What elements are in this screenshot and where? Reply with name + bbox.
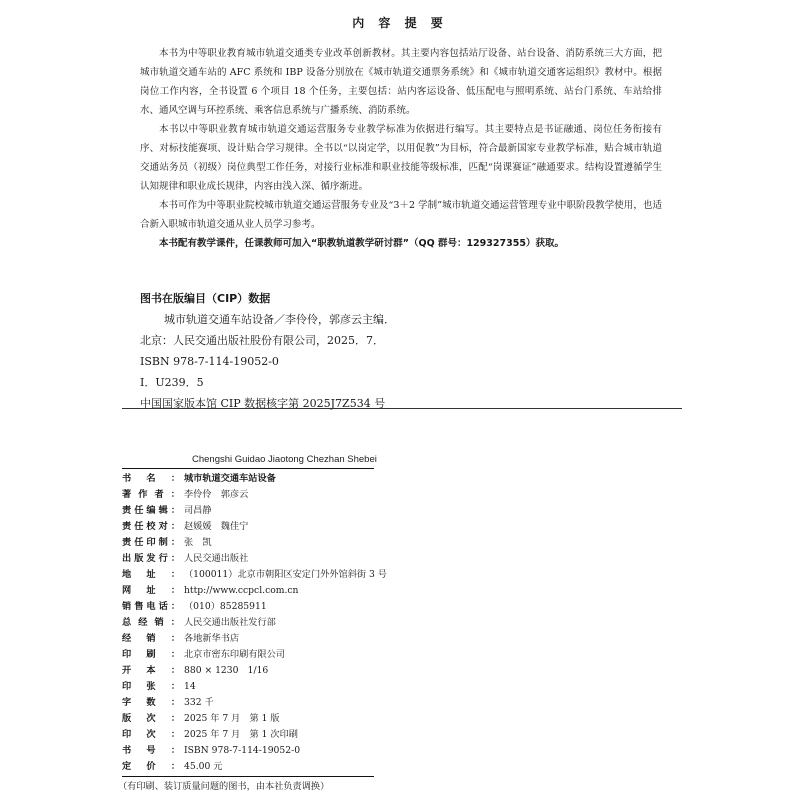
- colophon-row: [122, 631, 482, 647]
- cip-section: [140, 288, 620, 414]
- summary-title: 内 容 提 要: [352, 16, 448, 30]
- colophon-row: [122, 711, 482, 727]
- colophon-value: ISBN 978-7-114-19052-0: [184, 745, 301, 756]
- cip-line: Ⅰ．U239．5: [140, 376, 204, 389]
- colophon-value: 李伶伶 郭彦云: [184, 489, 249, 500]
- colophon-label: 著 作 者 ：: [122, 489, 180, 500]
- colophon-value: 880 × 1230 1/16: [184, 665, 269, 676]
- colophon-label: 字 数 ：: [122, 697, 180, 708]
- colophon-label: 网 址 ：: [122, 585, 180, 596]
- colophon-label: 版 次 ：: [122, 713, 180, 724]
- colophon-value: 14: [184, 681, 196, 692]
- colophon-value: http://www.ccpcl.com.cn: [184, 585, 299, 596]
- colophon-value: 2025 年 7 月 第 1 版: [184, 713, 280, 724]
- cip-title: 图书在版编目（CIP）数据: [140, 292, 271, 305]
- colophon-label: 总 经 销 ：: [122, 617, 180, 628]
- quality-note: （有印刷、装订质量问题的图书，由本社负责调换）: [118, 781, 330, 792]
- colophon-row: [122, 535, 482, 551]
- colophon-row: [122, 471, 482, 487]
- summary-paragraph: 本书以中等职业教育城市轨道交通运营服务专业教学标准为依据进行编写。其主要特点是书证融通、岗位任务衔接有序、对标技能赛项、设计贴合学习规律。全书以“以岗定学，以用促教”为目标，符合最新国家专业教学标准，贴合城市轨道交通站务员（初级）岗位典型工作任务，对接行业标准和职业技能等级标准，匹配“岗课赛证”融通要求。结构设置遵循学生认知规律和职业成长规律，内容由浅入深、循序渐进。: [140, 124, 662, 192]
- colophon-row: [122, 487, 482, 503]
- colophon-row: [122, 695, 482, 711]
- colophon-label: 销 售 电 话 ：: [122, 601, 180, 612]
- colophon-row: [122, 503, 482, 519]
- colophon-row: [122, 567, 482, 583]
- divider: [122, 408, 682, 409]
- colophon-label: 地 址 ：: [122, 569, 180, 580]
- colophon-row: [122, 583, 482, 599]
- colophon-row: [122, 727, 482, 743]
- colophon-value: 张 凯: [184, 537, 212, 548]
- colophon-label: 经 销 ：: [122, 633, 180, 644]
- pinyin-title: Chengshi Guidao Jiaotong Chezhan Shebei: [192, 454, 377, 465]
- cip-line: 中国国家版本馆 CIP 数据核字第 2025J7Z534 号: [140, 397, 386, 410]
- colophon-row: [122, 743, 482, 759]
- colophon-row: [122, 679, 482, 695]
- courseware-note: 本书配有教学课件，任课教师可加入“职教轨道教学研讨群”（QQ 群号：129327355）获取。: [159, 238, 564, 249]
- colophon-row: [122, 615, 482, 631]
- colophon-label: 责 任 编 辑 ：: [122, 505, 180, 516]
- colophon-label: 责 任 印 制 ：: [122, 537, 180, 548]
- colophon-bottom-rule: [122, 776, 374, 777]
- colophon-label: 出 版 发 行 ：: [122, 553, 180, 564]
- summary-paragraph: 本书可作为中等职业院校城市轨道交通运营服务专业及“3＋2 学制”城市轨道交通运营管理专业中职阶段教学使用，也适合新入职城市轨道交通从业人员学习参考。: [140, 200, 662, 230]
- colophon-value: 城市轨道交通车站设备: [184, 473, 276, 484]
- colophon-label: 印 次 ：: [122, 729, 180, 740]
- colophon-value: 332 千: [184, 697, 214, 708]
- colophon-label: 印 刷 ：: [122, 649, 180, 660]
- colophon-value: 2025 年 7 月 第 1 次印刷: [184, 729, 298, 740]
- colophon-value: （010）85285911: [184, 601, 267, 612]
- colophon-table: [122, 471, 482, 775]
- colophon-top-rule: [122, 468, 374, 469]
- summary-paragraph: 本书为中等职业教育城市轨道交通类专业改革创新教材。其主要内容包括站厅设备、站台设备、消防系统三大方面，把城市轨道交通车站的 AFC 系统和 IBP 设备分别放在《城市轨道交通票务系统》和《城市轨道交通客运组织》教材中。根据岗位工作内容，全书设置 6 个项目 18 个任务，主要包括：站内客运设备、低压配电与照明系统、站台门系统、车站给排水、通风空调与环控系统、乘客信息系统与广播系统、消防系统。: [140, 48, 662, 116]
- colophon-row: [122, 599, 482, 615]
- colophon-value: 北京市密东印刷有限公司: [184, 649, 286, 660]
- colophon-value: 人民交通出版社发行部: [184, 617, 276, 628]
- colophon-value: 各地新华书店: [184, 633, 240, 644]
- cip-line: ISBN 978-7-114-19052-0: [140, 355, 279, 368]
- colophon-label: 书 号 ：: [122, 745, 180, 756]
- colophon-label: 定 价 ：: [122, 761, 180, 772]
- colophon-label: 印 张 ：: [122, 681, 180, 692]
- colophon-row: [122, 663, 482, 679]
- colophon-label: 责 任 校 对 ：: [122, 521, 180, 532]
- colophon-label: 开 本 ：: [122, 665, 180, 676]
- colophon-value: 45.00 元: [184, 761, 223, 772]
- colophon-row: [122, 759, 482, 775]
- colophon-value: 人民交通出版社: [184, 553, 249, 564]
- colophon-label: 书 名 ：: [122, 473, 180, 484]
- colophon-value: 赵媛媛 魏佳宁: [184, 521, 249, 532]
- colophon-row: [122, 647, 482, 663]
- colophon-value: （100011）北京市朝阳区安定门外外馆斜街 3 号: [184, 569, 387, 580]
- summary-section: [140, 44, 662, 253]
- colophon-row: [122, 551, 482, 567]
- cip-line: 北京：人民交通出版社股份有限公司，2025．7．: [140, 334, 384, 347]
- colophon-row: [122, 519, 482, 535]
- colophon-value: 司昌静: [184, 505, 212, 516]
- cip-line: 城市轨道交通车站设备／李伶伶，郭彦云主编．: [164, 313, 395, 326]
